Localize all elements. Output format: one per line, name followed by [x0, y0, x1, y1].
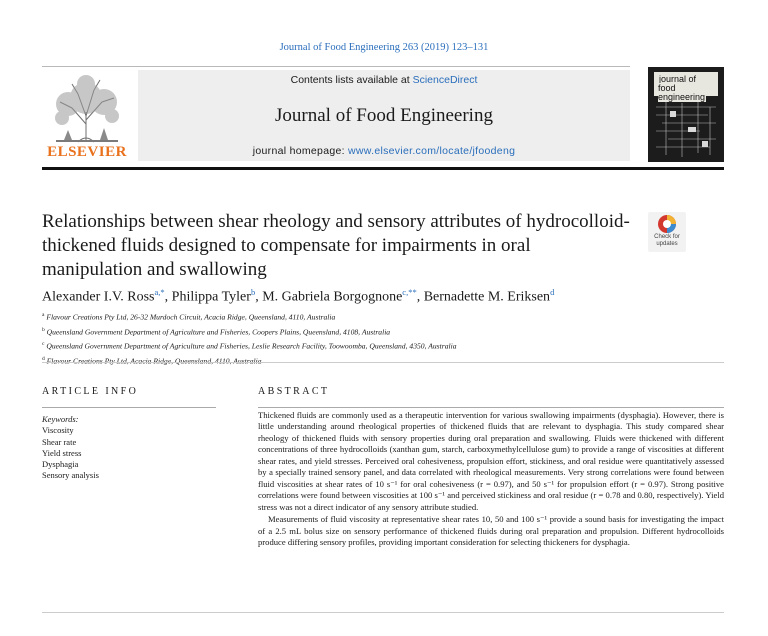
- article-info-heading: ARTICLE INFO: [42, 386, 139, 397]
- bottom-divider: [42, 612, 724, 613]
- author-name[interactable]: Alexander I.V. Ross: [42, 289, 155, 305]
- journal-homepage-link[interactable]: www.elsevier.com/locate/jfoodeng: [348, 145, 516, 157]
- affiliation-item: $^a$ Flavour Creations Pty Ltd, 26-32 Murdoch Circuit, Acacia Ridge, Queensland, 4110, Australia: [42, 312, 336, 322]
- abstract-body: [258, 410, 724, 548]
- article-title: Relationships between shear rheology and sensory attributes of hydrocolloid-thickened fluids designed to compensate for impairments in oral manipulation and swallowing: [42, 211, 630, 280]
- author-affiliation-marker[interactable]: a,*: [154, 287, 165, 297]
- abstract-divider: [258, 407, 724, 408]
- journal-homepage-line: [138, 145, 630, 157]
- header-top-rule: [42, 66, 630, 67]
- contents-line: [138, 74, 630, 86]
- check-updates-label: Check for updates: [654, 234, 680, 247]
- author-name[interactable]: Philippa Tyler: [171, 289, 251, 305]
- article-info-divider: [42, 407, 216, 408]
- affiliation-item: $^b$ Queensland Government Department of Agriculture and Fisheries, Coopers Plains, Queensland, 4108, Australia: [42, 326, 391, 337]
- journal-cover-image[interactable]: [648, 67, 724, 162]
- author-name[interactable]: Bernadette M. Eriksen: [423, 289, 551, 305]
- author-affiliation-marker[interactable]: c,**: [402, 287, 417, 297]
- keywords-title: Keywords:: [42, 414, 79, 424]
- header-thick-rule: [42, 167, 724, 170]
- abstract-heading: ABSTRACT: [258, 386, 330, 397]
- journal-citation[interactable]: Journal of Food Engineering 263 (2019) 123–131: [279, 42, 489, 53]
- keywords-block: [42, 414, 212, 482]
- affiliation-divider: [42, 362, 724, 363]
- author-name[interactable]: M. Gabriela Borgognone: [262, 289, 403, 305]
- homepage-prefix: journal homepage:: [252, 145, 349, 157]
- sciencedirect-link[interactable]: ScienceDirect: [412, 74, 478, 86]
- author-affiliation-marker[interactable]: b: [250, 287, 256, 297]
- abstract-paragraph: Thickened fluids are commonly used as a therapeutic intervention for various swallowing impairments (dysphagia). However, there is little understanding around rheological properties of thickened fluids that are relevant to dysphagia. This study compared shear rheology of thickened fluids with sensory properties during oral preparation and swallowing. Fluids were thickened with different concentrations of three hydrocolloids (xanthan gum, starch, carboxymethylcellulose gum) to provide a range of viscosities at different shear rates, and yield stresses. Perceived oral cohesiveness, propulsion effort, stickiness, and oral residue were quantitatively assessed by a specially trained sensory panel, and data correlated with rheological measurements. Very strong correlations were found between fluid viscosities at shear rates of 10 s⁻¹ for oral cohesiveness (r = 0.97), and 50 s⁻¹ for propulsion effort (r = 0.97). Strong positive correlations were found between viscosities at 100 s⁻¹ and perceived stickiness and oral residue (r = 0.78 and 0.80, respectively). Yield stress was not a direct indicator of any sensory attribute studied.: [258, 410, 724, 512]
- journal-title: Journal of Food Engineering: [275, 105, 493, 126]
- contents-prefix: Contents lists available at: [290, 74, 413, 86]
- author-affiliation-marker[interactable]: d: [550, 287, 555, 297]
- keyword-item: Sensory analysis: [42, 470, 99, 481]
- check-updates-icon: [648, 212, 686, 236]
- keyword-item: Viscosity: [42, 425, 74, 436]
- keyword-item: Dysphagia: [42, 459, 79, 470]
- affiliation-list: [42, 309, 732, 368]
- author-list: Alexander I.V. Ross$^{a,*}$, Philippa Tyler$^b$, M. Gabriela Borgognone$^{c,**}$, Bernadette M. Eriksen$^d$: [42, 287, 555, 305]
- affiliation-item: $^c$ Queensland Government Department of Agriculture and Fisheries, Leslie Research Facility, Toowoomba, Queensland, 4350, Australia: [42, 341, 457, 351]
- cover-journal-label: journal of food engineering: [658, 74, 706, 102]
- abstract-paragraph: Measurements of fluid viscosity at representative shear rates 10, 50 and 100 s⁻¹ provide a sound basis for investigating the impact of a 2.5 mL bolus size on sensory performance of thickened fluids during oral preparation and propulsion. Different hydrocolloids produce differing sensory profiles, providing important consideration for selecting thickeners for dysphagia.: [258, 514, 724, 547]
- keyword-item: Yield stress: [42, 447, 82, 458]
- elsevier-wordmark: ELSEVIER: [47, 144, 127, 160]
- affiliation-item: d: [42, 356, 45, 363]
- keyword-item: Shear rate: [42, 436, 77, 447]
